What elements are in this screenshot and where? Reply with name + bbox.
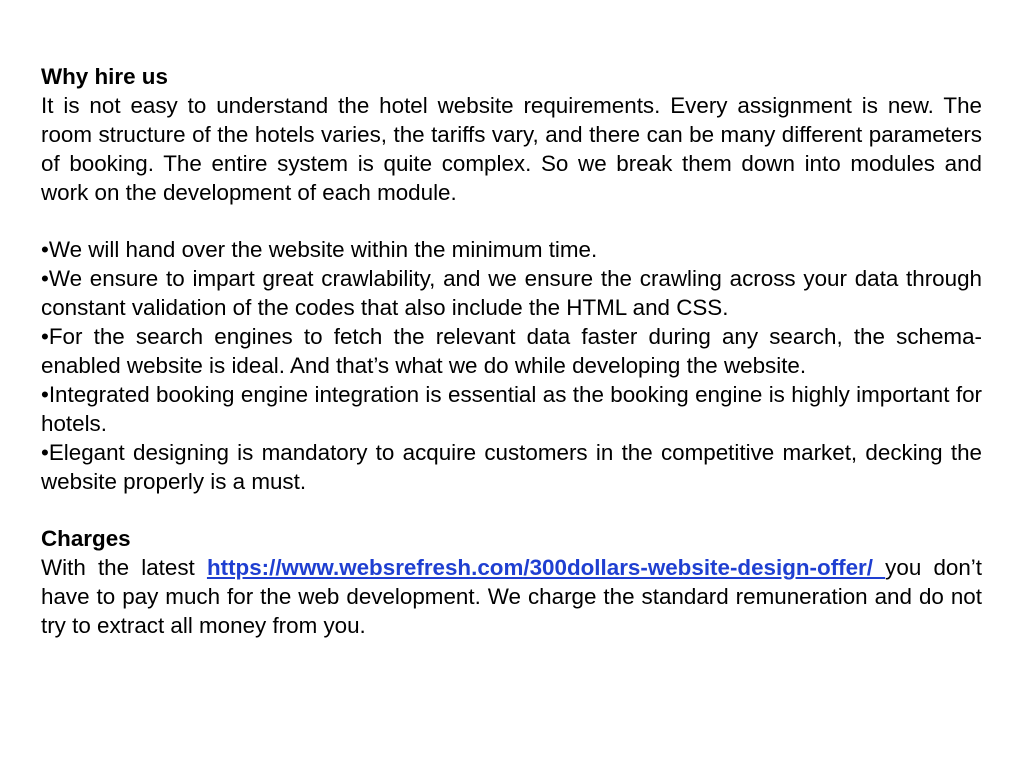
list-item: •Elegant designing is mandatory to acquire customers in the competitive market, decking the website properly is a must. (41, 439, 982, 494)
charges-text-before: With the latest (41, 555, 207, 581)
list-item: •Integrated booking engine integration is essential as the booking engine is highly important for hotels. (41, 381, 982, 436)
charges-text-after: you don’t have to pay much for the web development. We charge the standard remuneration and do not try to extract all money from you. (41, 555, 982, 639)
spacer (41, 497, 982, 526)
spacer (41, 208, 982, 237)
document-page (41, 63, 982, 641)
list-item: •We ensure to impart great crawlability, and we ensure the crawling across your data through constant validation of the codes that also include the HTML and CSS. (41, 266, 982, 321)
list-item: •We will hand over the website within the minimum time. (41, 237, 598, 263)
charges-paragraph (41, 554, 982, 641)
why-hire-us-paragraph: It is not easy to understand the hotel website requirements. Every assignment is new. The room structure of the hotels varies, the tariffs vary, and there can be many different parameters of booking. The entire system is quite complex. So we break them down into modules and work on the development of each module. (41, 92, 982, 205)
why-hire-us-heading: Why hire us (41, 64, 168, 89)
charges-heading: Charges (41, 526, 131, 552)
benefits-list (41, 236, 982, 496)
list-item: •For the search engines to fetch the relevant data faster during any search, the schema-enabled website is ideal. And that’s what we do while developing the website. (41, 324, 982, 379)
offer-link[interactable]: https://www.websrefresh.com/300dollars-website-design-offer/ (206, 555, 886, 581)
